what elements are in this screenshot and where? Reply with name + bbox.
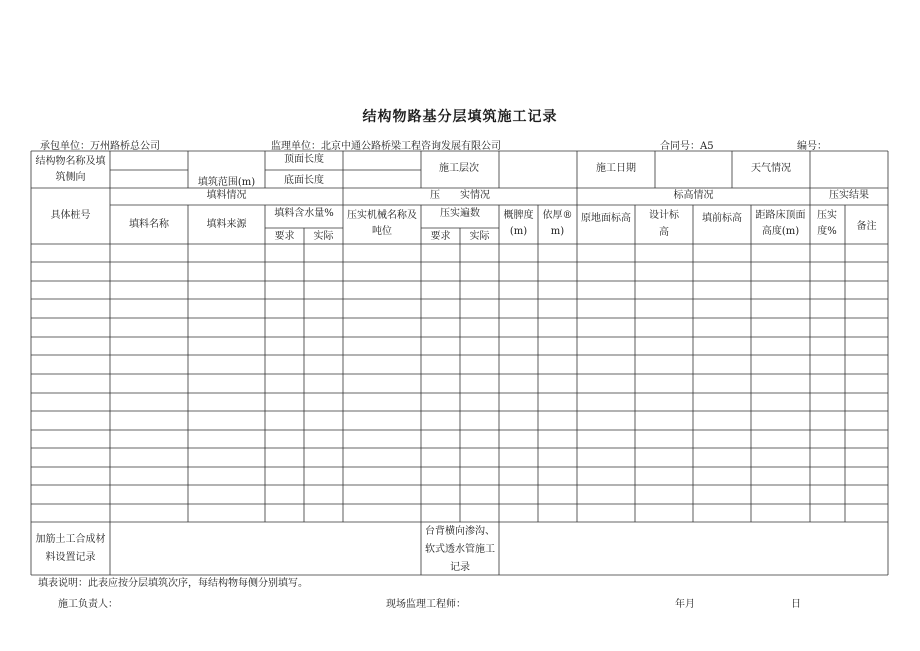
site-engineer-label: 现场监理工程师： [386,599,466,610]
header-design-elevation: 设计标高 [649,210,679,238]
header-machine: 压实机械名称及吨位 [347,210,417,237]
header-passes-actual: 实际 [469,231,490,242]
header-construction-layer: 施工层次 [439,163,479,174]
header-pile-no: 具体桩号 [50,210,91,221]
header-weather: 天气情况 [751,163,791,174]
header-construction-date: 施工日期 [596,163,636,174]
date-year-month: 年月 [675,599,695,610]
header-compaction-info: 压 实情况 [430,190,490,201]
header-compacted-thickness: 依厚®m) [542,210,573,237]
header-bottom-length: 底面长度 [284,175,324,186]
date-day: 日 [791,599,801,610]
header-structure-name: 结构物名称及填筑侧向 [35,156,106,183]
header-fill-name: 填料名称 [129,219,169,230]
header-passes-required: 要求 [430,231,451,242]
geosynthetic-record-label: 加筋土工合成材料设置记录 [35,534,106,563]
header-moisture: 填料含水量% [274,208,334,219]
document-title: 结构物路基分层填筑施工记录 [362,109,558,125]
header-loose-thickness: 概脾度(m) [503,210,534,237]
header-moisture-actual: 实际 [313,231,334,242]
header-original-elevation: 原地面标高 [581,213,631,224]
header-moisture-required: 要求 [274,231,295,242]
header-compaction-degree: 压实度% [817,210,837,237]
header-fill-info: 填料情况 [206,190,247,201]
fill-instructions: 填表说明：此表应按分层填筑次序，每结构物每侧分别填写。 [38,578,308,589]
header-pre-fill-elevation: 填前标高 [702,213,742,224]
contract-number: 合同号：A5 [660,141,714,152]
header-elevation-info: 标高情况 [673,190,714,201]
header-top-length: 顶面长度 [284,154,324,165]
supervisor-label: 监理单位：北京中通公路桥梁工程咨询发展有限公司 [271,141,501,152]
header-fill-range: 填筑范围(m) [197,177,256,188]
construction-lead-label: 施工负责人： [58,599,118,610]
header-compaction-result: 压实结果 [829,190,869,201]
header-remarks: 备注 [856,221,877,232]
drainage-record-label: 台背横向渗沟、软式透水管施工记录 [425,526,495,573]
header-fill-source: 填料来源 [206,219,247,230]
header-distance-to-bed: 距路床顶面高度(m) [755,210,806,237]
header-passes: 压实遍数 [440,208,480,219]
contractor-label: 承包单位：万州路桥总公司 [40,141,160,152]
serial-number: 编号： [797,141,827,152]
